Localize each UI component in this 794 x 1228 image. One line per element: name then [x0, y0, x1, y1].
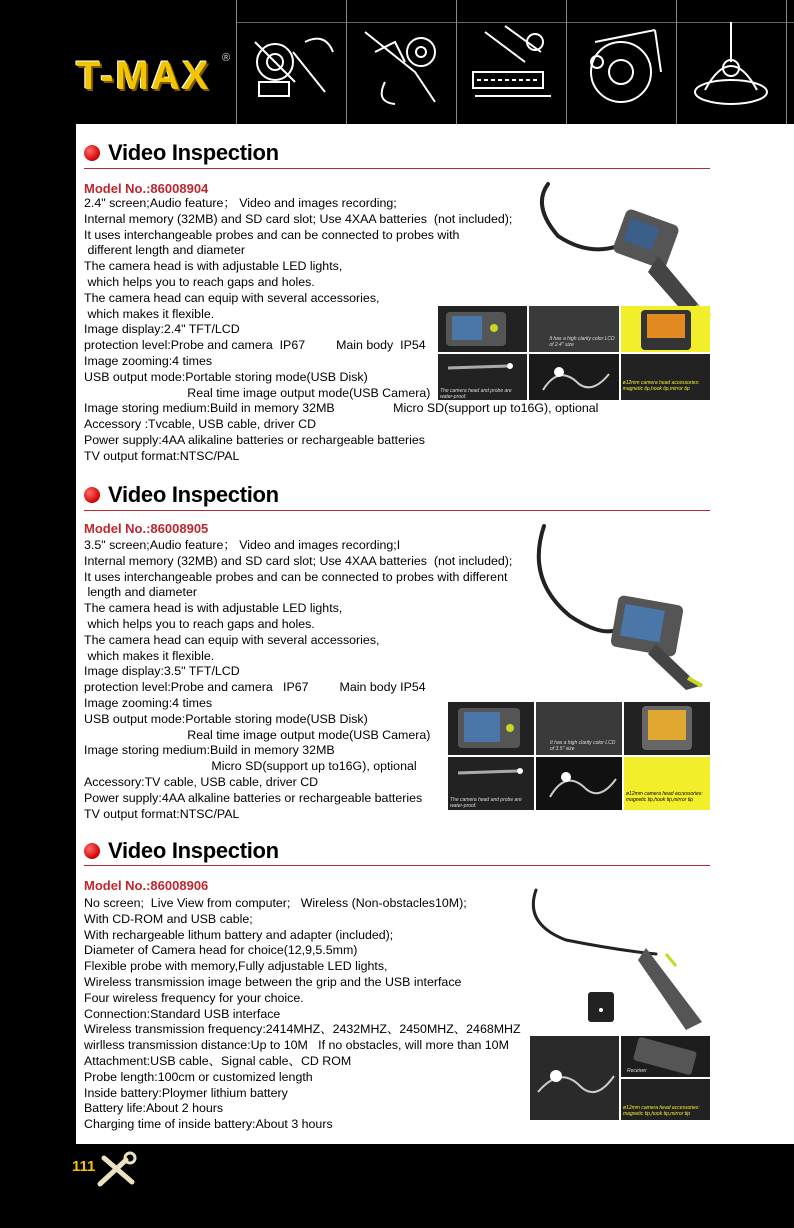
spec-line: The camera head can equip with several accessories,: [84, 632, 380, 647]
accessory-tips-image: [530, 1036, 619, 1120]
wireless-camera-image: [526, 884, 710, 1032]
section-title-text: Video Inspection: [108, 838, 279, 863]
inspection-camera-image: [528, 176, 718, 326]
spec-line: Accessory:TV cable, USB cable, driver CD: [84, 774, 319, 789]
section-divider: [84, 510, 710, 511]
spec-line: wirlless transmission distance:Up to 10M If no obstacles, will more than 10M: [84, 1038, 509, 1053]
brand-name: T-MAX: [76, 54, 211, 98]
spec-line: Flexible probe with memory,Fully adjustable LED lights,: [84, 959, 388, 974]
spec-line: The camera head can equip with several accessories,: [84, 290, 380, 305]
wheel-strap-icon: [566, 0, 676, 124]
spec-line: Image display:3.5" TFT/LCD: [84, 664, 240, 679]
spec-line: The camera head is with adjustable LED lights,: [84, 601, 343, 616]
spec-line: Inside battery:Ploymer lithium battery: [84, 1085, 288, 1100]
model-number: Model No.:86008904: [84, 181, 209, 196]
waterproof-probe-image: [448, 757, 534, 810]
strip-caption: ø12mm camera head accessories: magnetic tip,hook tip,mirror tip: [623, 1105, 700, 1117]
spec-line: Power supply:4AA alkaline batteries or rechargeable batteries: [84, 790, 423, 805]
spec-line: Attachment:USB cable、Signal cable、CD ROM: [84, 1053, 352, 1068]
registered-mark: ®: [222, 52, 231, 64]
screen-closeup-image: [624, 702, 710, 755]
spec-line: protection level:Probe and camera IP67 Main body IP54: [84, 338, 426, 353]
feature-photo-strip-3: [530, 1036, 710, 1120]
spec-line: Charging time of inside battery:About 3 hours: [84, 1117, 333, 1132]
spec-line: TV output format:NTSC/PAL: [84, 448, 240, 463]
lcd-closeup-image: [448, 702, 534, 755]
strip-caption: The camera head and probe are water-proof.: [440, 388, 512, 400]
model-number: Model No.:86008906: [84, 878, 209, 893]
accessories-caption-tile: [621, 354, 710, 400]
spec-line: Wireless transmission frequency:2414MHZ、2432MHZ、2450MHZ、2468MHZ: [84, 1022, 521, 1037]
section-title-3: [84, 838, 279, 864]
spec-line: USB output mode:Portable storing mode(USB Disk): [84, 369, 368, 384]
pulley-hook-icon: [346, 0, 456, 124]
spec-line: It uses interchangeable probes and can be connected to probes with: [84, 227, 460, 242]
spec-line: Probe length:100cm or customized length: [84, 1069, 313, 1084]
spec-line: Connection:Standard USB interface: [84, 1006, 281, 1021]
section-divider: [84, 168, 710, 169]
spec-line: Image storing medium:Build in memory 32MB Micro SD(support up to16G), optional: [84, 401, 599, 416]
hook-tip-image: [529, 354, 618, 400]
spec-line: Four wireless frequency for your choice.: [84, 990, 304, 1005]
spec-line: With rechargeable lithum battery and adapter (included);: [84, 927, 394, 942]
lcd-closeup-image: [438, 306, 527, 352]
spec-line: different length and diameter: [84, 243, 245, 258]
chain-icon: [786, 0, 794, 124]
spec-line: Micro SD(support up to16G), optional: [84, 759, 417, 774]
section-title-text: Video Inspection: [108, 140, 279, 165]
spec-line: USB output mode:Portable storing mode(USB Disk): [84, 711, 368, 726]
page-number: 111: [72, 1158, 96, 1175]
strip-caption: ø12mm camera head accessories: magnetic tip,hook tip,mirror tip: [622, 380, 700, 392]
spec-line: No screen; Live View from computer; Wireless (Non-obstacles10M);: [84, 896, 467, 910]
feature-photo-strip-2: [448, 702, 710, 810]
section-title-text: Video Inspection: [108, 482, 279, 507]
waterproof-probe-image: [438, 354, 527, 400]
spec-line: The camera head is with adjustable LED lights,: [84, 259, 343, 274]
spec-line: protection level:Probe and camera IP67 Main body IP54: [84, 680, 426, 695]
spec-line: 2.4" screen;Audio feature； Video and images recording;: [84, 196, 397, 210]
model-number: Model No.:86008905: [84, 521, 209, 536]
receiver-image: [621, 1036, 710, 1077]
strip-caption: ø12mm camera head accessories: magnetic tip,hook tip,mirror tip: [626, 791, 703, 803]
spec-line: length and diameter: [84, 585, 197, 600]
spec-line: Accessory :Tvcable, USB cable, driver CD: [84, 417, 317, 432]
winch-icon: [236, 0, 346, 124]
shackle-rail-icon: [456, 0, 566, 124]
feature-photo-strip-1: [438, 306, 710, 400]
section-title-2: [84, 482, 279, 508]
spec-list-3: [84, 896, 521, 1133]
spec-line: which makes it flexible.: [84, 306, 215, 321]
spec-line: Wireless transmission image between the grip and the USB interface: [84, 974, 462, 989]
spec-line: Internal memory (32MB) and SD card slot; Use 4XAA batteries (not included);: [84, 553, 513, 568]
spec-line: Image storing medium:Build in memory 32MB: [84, 743, 335, 758]
page-header: [0, 0, 794, 124]
spec-line: Image zooming:4 times: [84, 353, 213, 368]
spec-line: Image zooming:4 times: [84, 695, 213, 710]
strip-caption: It has a high clarity color LCD of 2.4" size: [549, 336, 615, 348]
accessories-caption-tile: [624, 757, 710, 810]
spec-line: Image display:2.4" TFT/LCD: [84, 322, 240, 337]
spec-line: Internal memory (32MB) and SD card slot; Use 4XAA batteries (not included);: [84, 211, 513, 226]
spec-line: which makes it flexible.: [84, 648, 215, 663]
bullet-dot-icon: [84, 487, 100, 503]
spec-line: It uses interchangeable probes and can be connected to probes with different: [84, 569, 508, 584]
inspection-camera-image: [530, 520, 710, 692]
bullet-dot-icon: [84, 145, 100, 161]
spec-line: 3.5" screen;Audio feature； Video and images recording;I: [84, 538, 401, 552]
brand-logo: [72, 48, 232, 108]
screen-closeup-image: [621, 306, 710, 352]
strip-caption: The camera head and probe are water-proof.: [450, 797, 522, 809]
strip-caption: It has a high clarity color LCD of 3.5" size: [550, 740, 616, 752]
strip-caption: Receiver: [627, 1068, 647, 1074]
spec-line: Real time image output mode(USB Camera): [84, 727, 431, 742]
section-divider: [84, 865, 710, 866]
spec-line: Battery life:About 2 hours: [84, 1101, 224, 1116]
spec-line: Real time image output mode(USB Camera): [84, 385, 431, 400]
spec-line: which helps you to reach gaps and holes.: [84, 274, 315, 289]
tool-banner: [236, 0, 794, 124]
spec-line: Power supply:4AA alikaline batteries or rechargeable batteries: [84, 432, 425, 447]
lcd-size-caption-tile: [529, 306, 618, 352]
hook-tip-image: [536, 757, 622, 810]
section-title-1: [84, 140, 279, 166]
spec-line: Diameter of Camera head for choice(12,9,5.5mm): [84, 943, 358, 958]
spec-line: which helps you to reach gaps and holes.: [84, 616, 315, 631]
tools-crossed-icon: [94, 1150, 140, 1195]
bell-mount-icon: [676, 0, 786, 124]
bullet-dot-icon: [84, 843, 100, 859]
lcd-size-caption-tile: [536, 702, 622, 755]
spec-line: With CD-ROM and USB cable;: [84, 911, 253, 926]
accessories-caption-tile: [621, 1079, 710, 1120]
spec-line: TV output format:NTSC/PAL: [84, 806, 240, 821]
